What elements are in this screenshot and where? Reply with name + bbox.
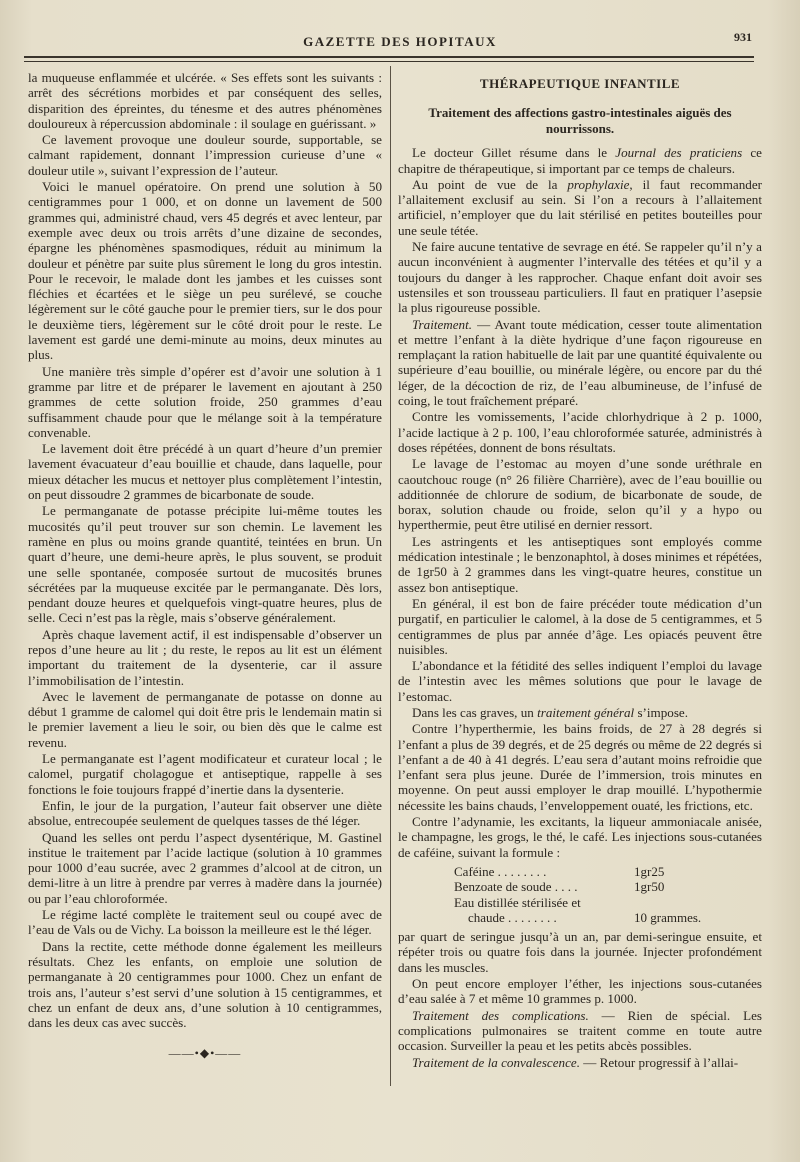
paragraph: En général, il est bon de faire précéder toute médication d’un purgatif, en particulier le calomel, à la dose de 5 centigrammes, et 5 centigrammes de plus par année d’âge. Les opiacés peuvent être nuisibles. bbox=[398, 595, 762, 657]
paragraph: la muqueuse enflammée et ulcérée. « Ses effets sont les suivants : arrêt des sécrétions morbides et par conséquent des selles, disparition des épreintes, du ténesme et des autres phénomènes douloureux à répercussion abdominale : il soulage en guérissant. » bbox=[28, 70, 382, 131]
paragraph: On peut encore employer l’éther, les injections sous-cutanées d’eau salée à 7 et même 10 grammes p. 1000. bbox=[398, 976, 762, 1007]
page-number: 931 bbox=[734, 30, 752, 44]
formula-row: chaude . . . . . . . . 10 grammes. bbox=[468, 909, 702, 925]
paragraph: Le permanganate de potasse précipite lui-même toutes les mucosités qu’il peut trouver sur son chemin. Le lavement les ramène en plus ou moins grande quantité, teintées en brun. Un quart d’heure, une demi-heure après, le plus souvent, se produit une selle spontanée, composée surtout de mucosités brunes sécrétées par la muqueuse excitée par le permanganate. Dès lors, pendant douze heures et quelquefois vingt-quatre heures, plus de selle. Ceci n’est pas la règle, mais s’observe généralement. bbox=[28, 503, 382, 626]
paragraph-convalescence: Traitement de la convalescence. — Retour progressif à l’allai- bbox=[412, 1054, 739, 1070]
left-column bbox=[28, 70, 382, 1063]
paragraph: Les astringents et les antiseptiques sont employés comme médication intestinale ; le benzonaphtol, à doses minimes et répétées, de 1gr50 à 2 grammes dans les vingt-quatre heures, constitue un assez bon antiseptique. bbox=[398, 533, 762, 595]
paragraph-intro: Le docteur Gillet résume dans le Journal des praticiens ce chapitre de thérapeutique, si important par ce temps de chaleurs. bbox=[398, 145, 762, 176]
paragraph: Contre l’hyperthermie, les bains froids, de 27 à 28 degrés si l’enfant a plus de 39 degrés, et de 25 degrés ou même de 22 degrés si l’enfant a de 40 à 41 degrés. L’eau sera d’autant moins refroidie que l’enfant sera plus jeune. Durée de l’immersion, trois minutes en moyenne. On peut aussi employer le drap mouillé. L’hypothermie nécessite les bains chauds, l’enveloppement ouaté, les frictions, etc. bbox=[398, 721, 762, 813]
paragraph: Le régime lacté complète le traitement seul ou coupé avec de l’eau de Vals ou de Vichy. La boisson la meilleure est le thé léger. bbox=[28, 907, 382, 938]
paragraph-complications: Traitement des complications. — Rien de spécial. Les complications pulmonaires se traitent comme en toute autre occasion. Surveiller la peau et les petits abcès possibles. bbox=[398, 1007, 762, 1054]
paragraph: Après chaque lavement actif, il est indispensable d’observer un repos d’une heure au lit ; du reste, le repos au lit est un élément important du traitement de la dysenterie, car il assure l’immobilisation de l’intestin. bbox=[28, 626, 382, 688]
paragraph: Avec le lavement de permanganate de potasse on donne au début 1 gramme de calomel qui doit être pris le lendemain matin si le premier lavement a lieu le soir, ou bien dès que le calme est revenu. bbox=[28, 688, 382, 750]
section-heading: THÉRAPEUTIQUE INFANTILE bbox=[479, 76, 681, 91]
paragraph: Le lavement doit être précédé à un quart d’heure d’un premier lavement évacuateur d’eau bouillie et chaude, dans laquelle, pour mieux détacher les mucus et nettoyer plus complètement l’intestin, on peut dissoudre 2 grammes de bicarbonate de soude. bbox=[28, 441, 382, 503]
paragraph-treatment: Traitement. — Avant toute médication, cesser toute alimentation et mettre l’enfant à la diète hydrique d’une façon rigoureuse en remplaçant la ration habituelle de lait par une quantité équivalente ou supérieure d’eau bouillie, ou minérale légère, ou encore par du thé léger, de la décoction de riz, de l’eau albumineuse, de l’infusé de coing, le tout fraîchement préparé. bbox=[398, 316, 762, 409]
paragraph-prophylaxis: Au point de vue de la prophylaxie, il faut recommander l’allaitement exclusif au sein. Si l’on a recours à l’allaitement artificiel, n’employer que du lait stérilisé en petites bouteilles pour une seule tétée. bbox=[398, 176, 762, 238]
header-rule bbox=[24, 56, 754, 62]
paragraph: Le permanganate est l’agent modificateur et curateur local ; le calomel, purgatif cholagogue et antiseptique, rappelle à ses fonctions le foie toujours frappé d’inertie dans la dysenterie. bbox=[28, 751, 382, 797]
column-divider bbox=[390, 66, 391, 1086]
right-column bbox=[398, 70, 762, 1071]
formula-row: Eau distillée stérilisée et bbox=[454, 894, 581, 910]
formula bbox=[454, 864, 762, 925]
paragraph: par quart de seringue jusqu’à un an, par demi-seringue ensuite, et répéter trois ou quatre fois dans la journée. Injecter profondément dans les muscles. bbox=[398, 929, 762, 975]
paragraph: L’abondance et la fétidité des selles indiquent l’emploi du lavage de l’intestin avec les mêmes solutions que pour le lavage de l’estomac. bbox=[398, 658, 762, 704]
journal-title: GAZETTE DES HOPITAUX bbox=[303, 34, 497, 49]
paragraph: Le lavage de l’estomac au moyen d’une sonde uréthrale en caoutchouc rouge (n° 26 filière Charrière), avec de l’eau bouillie ou additionnée de chlorure de sodium, de bicarbonate de soude, de borax, solution chaude ou froide, selon qu’il y a hypo ou hyperthermie, peut être utilisé en dernier ressort. bbox=[398, 456, 762, 533]
paragraph: Ne faire aucune tentative de sevrage en été. Se rappeler qu’il n’y a aucun inconvénient à augmenter l’intervalle des tétées et qu’il y a toujours du danger à les rapprocher. Chaque enfant doit avoir ses ustensiles et son trousseau particuliers. Il faut en pratiquer l’asepsie la plus rigoureuse possible. bbox=[398, 239, 762, 316]
paragraph: Contre les vomissements, l’acide chlorhydrique à 2 p. 1000, l’acide lactique à 2 p. 100, l’eau chloroformée saturée, administrés à doses répétées, donnent de bons résultats. bbox=[398, 409, 762, 455]
article-title: Traitement des affections gastro-intestinales aiguës des nourrissons. bbox=[428, 105, 732, 137]
paragraph: Enfin, le jour de la purgation, l’auteur fait observer une diète absolue, entrecoupée seulement de quelques tasses de thé léger. bbox=[28, 797, 382, 829]
paragraph-serious: Dans les cas graves, un traitement général s’impose. bbox=[412, 704, 689, 720]
paragraph: Dans la rectite, cette méthode donne également les meilleurs résultats. Chez les enfants, on emploie une solution de permanganate à 20 centigrammes pour 1000. Chez un enfant de trois ans, l’auteur s’est servi d’une solution à 15 centigrammes, et chez un enfant de deux ans, d’une solution à 10 centigrammes, dans les deux cas avec succès. bbox=[28, 938, 382, 1031]
paragraph: Voici le manuel opératoire. On prend une solution à 50 centigrammes pour 1 000, et on donne un lavement de 500 grammes qui, administré chaud, vers 45 degrés et avec lenteur, par exemple avec deux ou trois arrêts d’une dizaine de secondes, épargne les phénomènes spasmodiques, réduit au minimum la douleur et pénètre par suite plus sûrement le long du gros intestin. Pour le recevoir, le malade dont les jambes et les cuisses sont fléchies et écartées et le siège un peu surélevé, se couche légèrement sur le côté gauche pour le premier tiers, sur le dos pour le deuxième tiers, légèrement sur le côté droit pour le reste. Le lavement est gardé une demi-minute au moins, deux minutes au plus. bbox=[28, 179, 382, 363]
end-ornament: ——•◆•—— bbox=[168, 1046, 242, 1061]
paragraph: Une manière très simple d’opérer est d’avoir une solution à 1 gramme par litre et de préparer le lavement en ajoutant à 250 grammes de cette solution froide, 250 grammes d’eau suffisamment chaude pour que le mélange soit à la température convenable. bbox=[28, 363, 382, 440]
running-head bbox=[0, 30, 800, 58]
paragraph: Ce lavement provoque une douleur sourde, supportable, se calmant rapidement, donnant l’impression curieuse d’une « douleur utile », suivant l’expression de l’auteur. bbox=[28, 132, 382, 178]
formula-row: Caféine . . . . . . . . 1gr25 bbox=[454, 863, 665, 879]
paragraph: Contre l’adynamie, les excitants, la liqueur ammoniacale anisée, le champagne, les grogs, le thé, le café. Les injections sous-cutanées de caféine, suivant la formule : bbox=[398, 814, 762, 860]
formula-row: Benzoate de soude . . . . 1gr50 bbox=[454, 879, 665, 895]
paragraph: Quand les selles ont perdu l’aspect dysentérique, M. Gastinel institue le traitement par l’acide lactique (solution à 10 grammes pour 1000 d’eau sucrée, avec 2 grammes d’alcool at de citron, un demi-litre à un litre à prendre par verres à madère dans la journée) ou par l’eau chloroformée. bbox=[28, 829, 382, 906]
